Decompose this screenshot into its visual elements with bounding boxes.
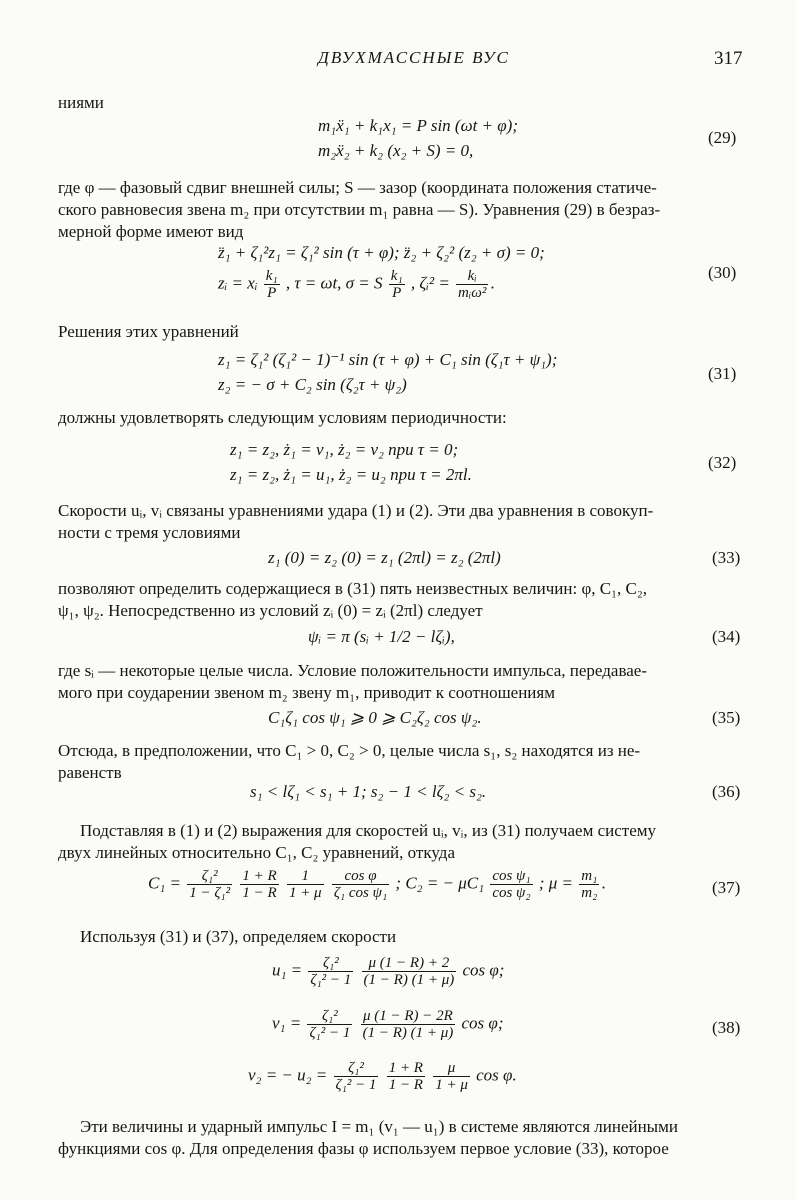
equation-29b: m₂ẍ₂ + k₂ (x₂ + S) = 0, — [318, 141, 474, 160]
equation-33: z₁ (0) = z₂ (0) = z₁ (2πl) = z₂ (2πl) — [268, 548, 501, 567]
equation-35: C₁ζ₁ cos ψ₁ ⩾ 0 ⩾ C₂ζ₂ cos ψ₂. — [268, 708, 482, 727]
equation-36: s₁ < lζ₁ < s₁ + 1; s₂ − 1 < lζ₂ < s₂. — [250, 782, 487, 801]
page-number: 317 — [714, 48, 743, 69]
text-line: ниями — [58, 93, 104, 112]
text-line: ского равновесия звена m₂ при отсутствии m₁ равна — S). Уравнения (29) в безраз- — [58, 200, 661, 219]
text-line: должны удовлетворять следующим условиям периодичности: — [58, 408, 507, 427]
text-line: позволяют определить содержащиеся в (31) пять неизвестных величин: φ, C₁, C₂, — [58, 579, 648, 598]
equation-number: (29) — [708, 128, 737, 147]
equation-34: ψᵢ = π (sᵢ + 1/2 − lζᵢ), — [308, 627, 455, 646]
equation-number: (34) — [712, 627, 741, 646]
equation-number: (36) — [712, 782, 741, 801]
text-line: где sᵢ — некоторые целые числа. Условие положительности импульса, передавае- — [58, 661, 647, 680]
equation-number: (30) — [708, 263, 737, 282]
equation-32b: z₁ = z₂, ż₁ = u₁, ż₂ = u₂ при τ = 2πl. — [230, 465, 472, 484]
text-line: равенств — [58, 763, 122, 782]
equation-number: (32) — [708, 453, 737, 472]
text-line: Подставляя в (1) и (2) выражения для скоростей uᵢ, vᵢ, из (31) получаем систему — [80, 821, 656, 840]
text-line: ности с тремя условиями — [58, 523, 241, 542]
text-line: Решения этих уравнений — [58, 322, 239, 341]
text-line: Скорости uᵢ, vᵢ связаны уравнениями удара (1) и (2). Эти два уравнения в совокуп- — [58, 501, 654, 520]
equation-number: (38) — [712, 1018, 741, 1037]
text-line: Отсюда, в предположении, что C₁ > 0, C₂ > 0, целые числа s₁, s₂ находятся из не- — [58, 741, 641, 760]
equation-number: (35) — [712, 708, 741, 727]
text-line: Эти величины и ударный импульс I = m₁ (v₁ — u₁) в системе являются линейными — [80, 1117, 678, 1136]
text-line: двух линейных относительно C₁, C₂ уравнений, откуда — [58, 843, 456, 862]
text-line: функциями cos φ. Для определения фазы φ используем первое условие (33), которое — [58, 1139, 669, 1158]
equation-32a: z₁ = z₂, ż₁ = v₁, ż₂ = v₂ при τ = 0; — [230, 440, 459, 459]
equation-30a: z̈₁ + ζ₁²z₁ = ζ₁² sin (τ + φ); z̈₂ + ζ₂² (z₂ + σ) = 0; — [218, 243, 545, 262]
equation-30b: zᵢ = xᵢ $\frac{\text{k₁}}{P}$ , τ = ωt, σ = S $\frac{\text{k₁}}{P}$ , ζᵢ² = $\frac{\text{kᵢ}}{\text{mᵢω²}}$ . — [218, 268, 495, 301]
running-header: ДВУХМАССНЫЕ ВУС — [318, 48, 510, 67]
equation-number: (37) — [712, 878, 741, 897]
text-line: ψ₁, ψ₂. Непосредственно из условий zᵢ (0) = zᵢ (2πl) следует — [58, 601, 483, 620]
equation-31a: z₁ = ζ₁² (ζ₁² − 1)⁻¹ sin (τ + φ) + C₁ sin (ζ₁τ + ψ₁); — [218, 350, 558, 369]
text-line: мого при соударении звеном m₂ звену m₁, приводит к соотношениям — [58, 683, 555, 702]
equation-31b: z₂ = − σ + C₂ sin (ζ₂τ + ψ₂) — [218, 375, 407, 394]
text-line: где φ — фазовый сдвиг внешней силы; S — зазор (координата положения статиче- — [58, 178, 657, 197]
text-line: мерной форме имеют вид — [58, 222, 244, 241]
equation-37: C₁ = $\frac{\text{ζ₁²}}{\text{1 − ζ₁²}}$ $\frac{1 + R}{1 - R}$ $\frac{1}{1 + \mu}$ $\frac{\text{cos φ}}{\text{ζ₁ cos ψ₁}}$ ; C₂ = − μC₁ $\frac{\text{cos ψ₁}}{\text{cos ψ₂}}$ ; μ = $\frac{\text{m₁}}{\text{m₂}}$ . — [148, 868, 606, 901]
equation-number: (33) — [712, 548, 741, 567]
equation-38a: u₁ = $\frac{\text{ζ₁²}}{\text{ζ₁² − 1}}$ $\frac{\mu (1 - R) + 2}{(1 - R) (1 + \mu)}$ cos φ; — [272, 955, 505, 988]
text-line: Используя (31) и (37), определяем скорости — [80, 927, 397, 946]
equation-number: (31) — [708, 364, 737, 383]
equation-29a: m₁ẍ₁ + k₁x₁ = P sin (ωt + φ); — [318, 116, 518, 135]
equation-38c: v₂ = − u₂ = $\frac{\text{ζ₁²}}{\text{ζ₁² − 1}}$ $\frac{1 + R}{1 - R}$ $\frac{\mu}{1 + \mu}$ cos φ. — [248, 1060, 517, 1093]
equation-38b: v₁ = $\frac{\text{ζ₁²}}{\text{ζ₁² − 1}}$ $\frac{\mu (1 - R) - 2R}{(1 - R) (1 + \mu)}$ cos φ; — [272, 1008, 504, 1041]
